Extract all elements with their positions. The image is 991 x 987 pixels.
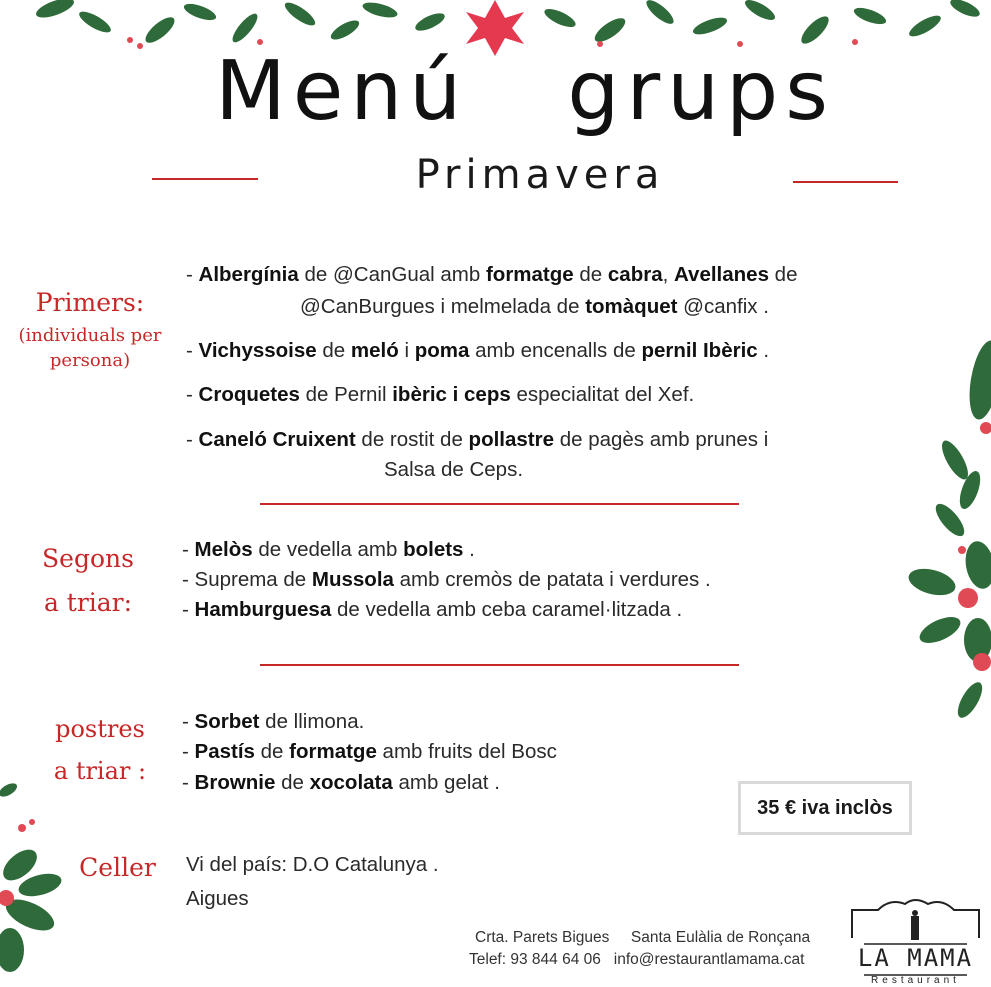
price-box: 35 € iva inclòs: [738, 781, 912, 835]
primers-item-4-line1: - Caneló Cruixent de rostit de pollastre de pagès amb prunes i: [186, 428, 769, 451]
celler-item-2: Aigues: [186, 887, 249, 910]
section-divider-2: [260, 664, 739, 666]
primers-label: [10, 288, 170, 371]
primers-item-1-line1: - Albergínia de @CanGual amb formatge de cabra, Avellanes de: [186, 263, 798, 286]
celler-item-1: Vi del país: D.O Catalunya .: [186, 853, 439, 876]
primers-note-line2: persona): [49, 350, 131, 371]
postres-item-1: - Sorbet de llimona.: [182, 710, 365, 733]
footer-contact: Telef: 93 844 64 06 info@restaurantlamama.cat: [469, 951, 805, 968]
segons-label: [18, 537, 158, 625]
primers-item-1-line2: @CanBurgues i melmelada de tomàquet @canfix .: [300, 295, 769, 318]
postres-item-3: - Brownie de xocolata amb gelat .: [182, 771, 500, 794]
segons-item-3: - Hamburguesa de vedella amb ceba caramel·litzada .: [182, 598, 683, 621]
segons-heading-line1: Segons: [42, 544, 134, 573]
menu-subtitle: Primavera: [415, 152, 665, 198]
segons-item-2: - Suprema de Mussola amb cremòs de patata i verdures .: [182, 568, 711, 591]
menu-title: Menú grups: [215, 44, 835, 139]
logo-name: LA MAMA: [857, 944, 974, 972]
primers-item-3: - Croquetes de Pernil ibèric i ceps especialitat del Xef.: [186, 383, 695, 406]
postres-label: [30, 708, 170, 792]
segons-item-1: - Melòs de vedella amb bolets .: [182, 538, 475, 561]
logo-subtitle: Restaurant: [871, 975, 960, 986]
primers-item-4-line2: Salsa de Ceps.: [384, 458, 524, 481]
celler-label: Celler: [79, 853, 156, 882]
header-rule-right: [793, 181, 898, 183]
segons-heading-line2: a triar:: [43, 588, 133, 617]
right-garland-decoration: [900, 320, 991, 720]
primers-note-line1: (individuals per: [18, 325, 162, 346]
postres-item-2: - Pastís de formatge amb fruits del Bosc: [182, 740, 557, 763]
primers-heading: Primers:: [35, 288, 145, 317]
primers-item-2: - Vichyssoise de meló i poma amb encenalls de pernil Ibèric .: [186, 339, 770, 362]
header-rule-left: [152, 178, 258, 180]
section-divider-1: [260, 503, 739, 505]
footer-address: Crta. Parets Bigues Santa Eulàlia de Ronçana: [475, 929, 811, 946]
postres-heading-line2: a triar :: [53, 757, 147, 785]
postres-heading-line1: postres: [55, 715, 145, 743]
restaurant-logo: [850, 898, 981, 987]
logo-building-icon: [850, 898, 981, 987]
